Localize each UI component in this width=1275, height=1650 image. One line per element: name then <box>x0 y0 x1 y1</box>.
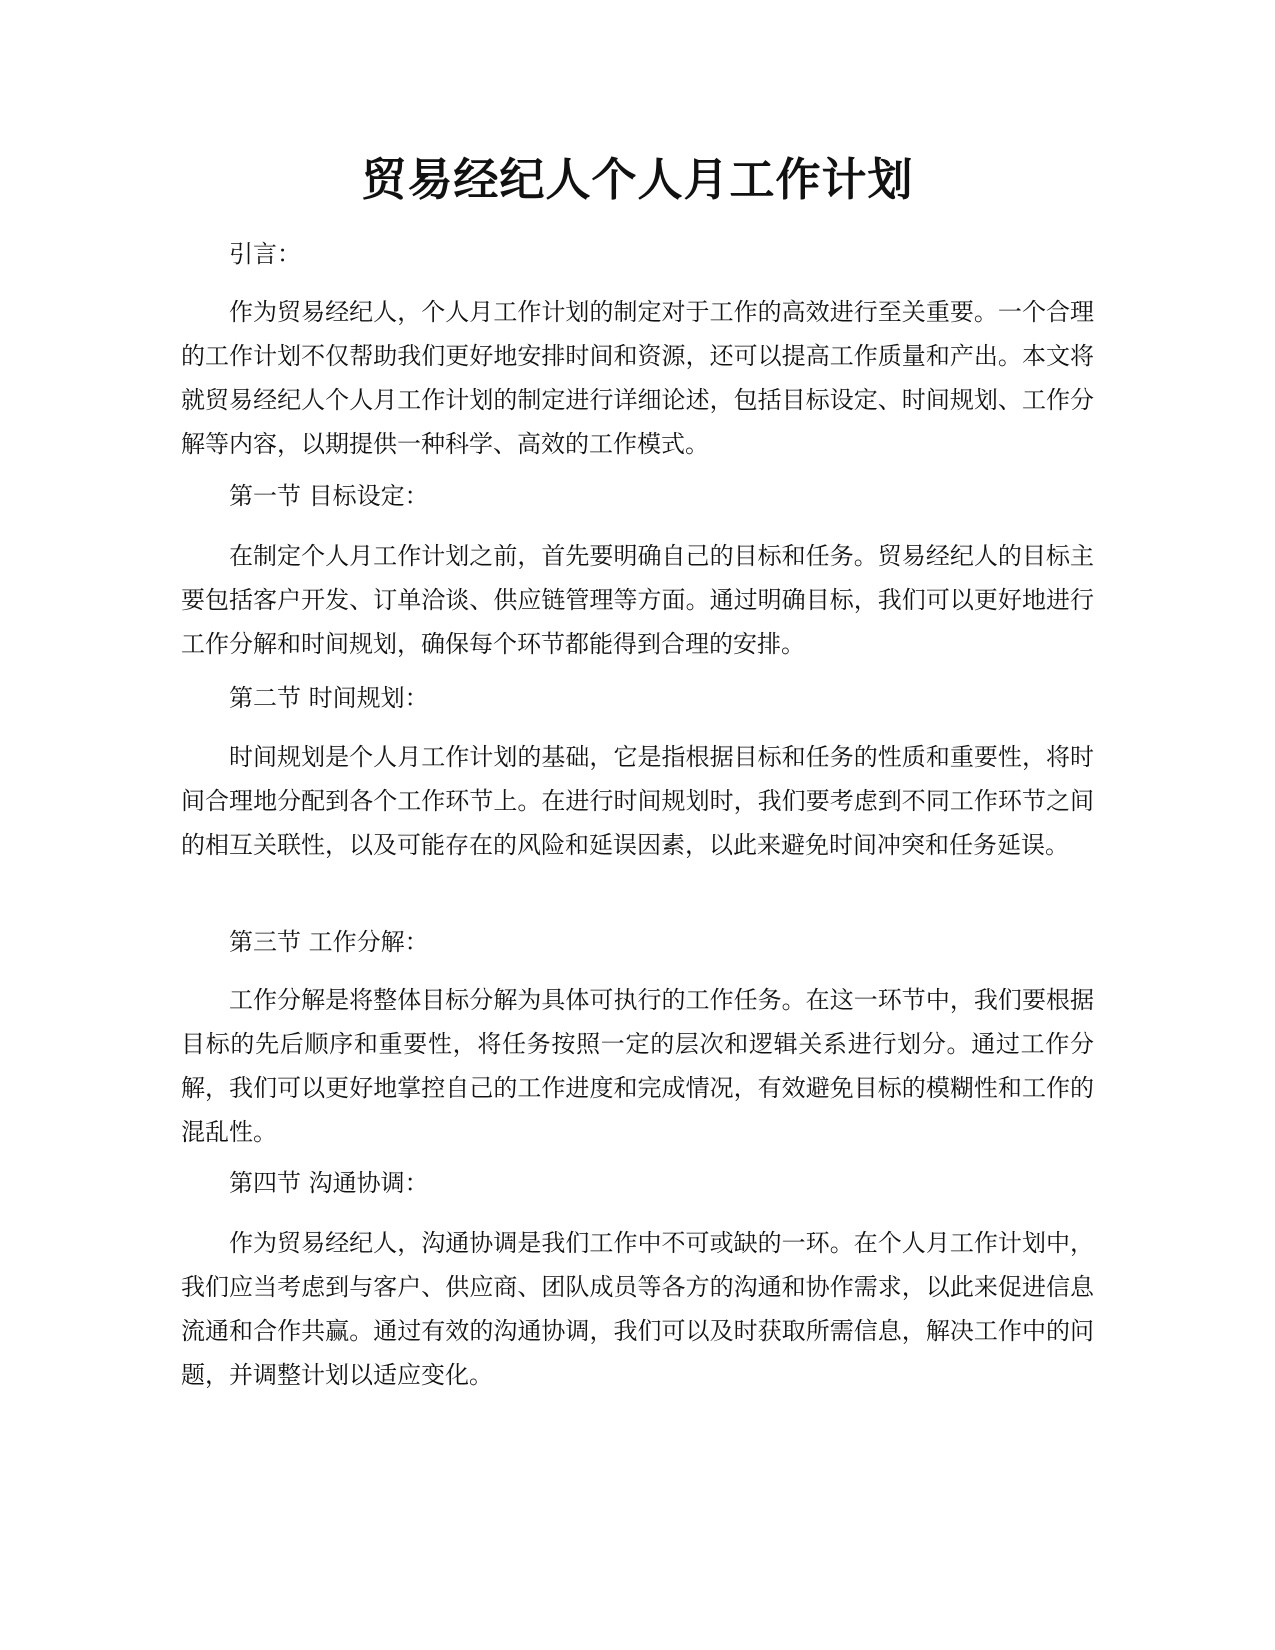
section-1-heading: 第一节 目标设定： <box>229 482 429 510</box>
section-3-paragraph: 工作分解是将整体目标分解为具体可执行的工作任务。在这一环节中，我们要根据目标的先后顺序和重要性，将任务按照一定的层次和逻辑关系进行划分。通过工作分解，我们可以更好地掌控自己的工作进度和完成情况，有效避免目标的模糊性和工作的混乱性。 <box>181 986 1094 1146</box>
section-4-heading: 第四节 沟通协调： <box>229 1169 429 1197</box>
intro-label: 引言： <box>229 240 301 268</box>
section-4-paragraph: 作为贸易经纪人，沟通协调是我们工作中不可或缺的一环。在个人月工作计划中，我们应当考虑到与客户、供应商、团队成员等各方的沟通和协作需求，以此来促进信息流通和合作共赢。通过有效的沟通协调，我们可以及时获取所需信息，解决工作中的问题，并调整计划以适应变化。 <box>181 1229 1094 1389</box>
document-title: 贸易经纪人个人月工作计划 <box>361 153 914 206</box>
section-2-paragraph: 时间规划是个人月工作计划的基础，它是指根据目标和任务的性质和重要性，将时间合理地分配到各个工作环节上。在进行时间规划时，我们要考虑到不同工作环节之间的相互关联性，以及可能存在的风险和延误因素，以此来避免时间冲突和任务延误。 <box>181 743 1094 859</box>
intro-paragraph: 作为贸易经纪人，个人月工作计划的制定对于工作的高效进行至关重要。一个合理的工作计划不仅帮助我们更好地安排时间和资源，还可以提高工作质量和产出。本文将就贸易经纪人个人月工作计划的制定进行详细论述，包括目标设定、时间规划、工作分解等内容，以期提供一种科学、高效的工作模式。 <box>181 298 1094 458</box>
section-3-heading: 第三节 工作分解： <box>229 928 429 956</box>
section-2-heading: 第二节 时间规划： <box>229 684 429 712</box>
section-1-paragraph: 在制定个人月工作计划之前，首先要明确自己的目标和任务。贸易经纪人的目标主要包括客户开发、订单洽谈、供应链管理等方面。通过明确目标，我们可以更好地进行工作分解和时间规划，确保每个环节都能得到合理的安排。 <box>181 542 1094 658</box>
